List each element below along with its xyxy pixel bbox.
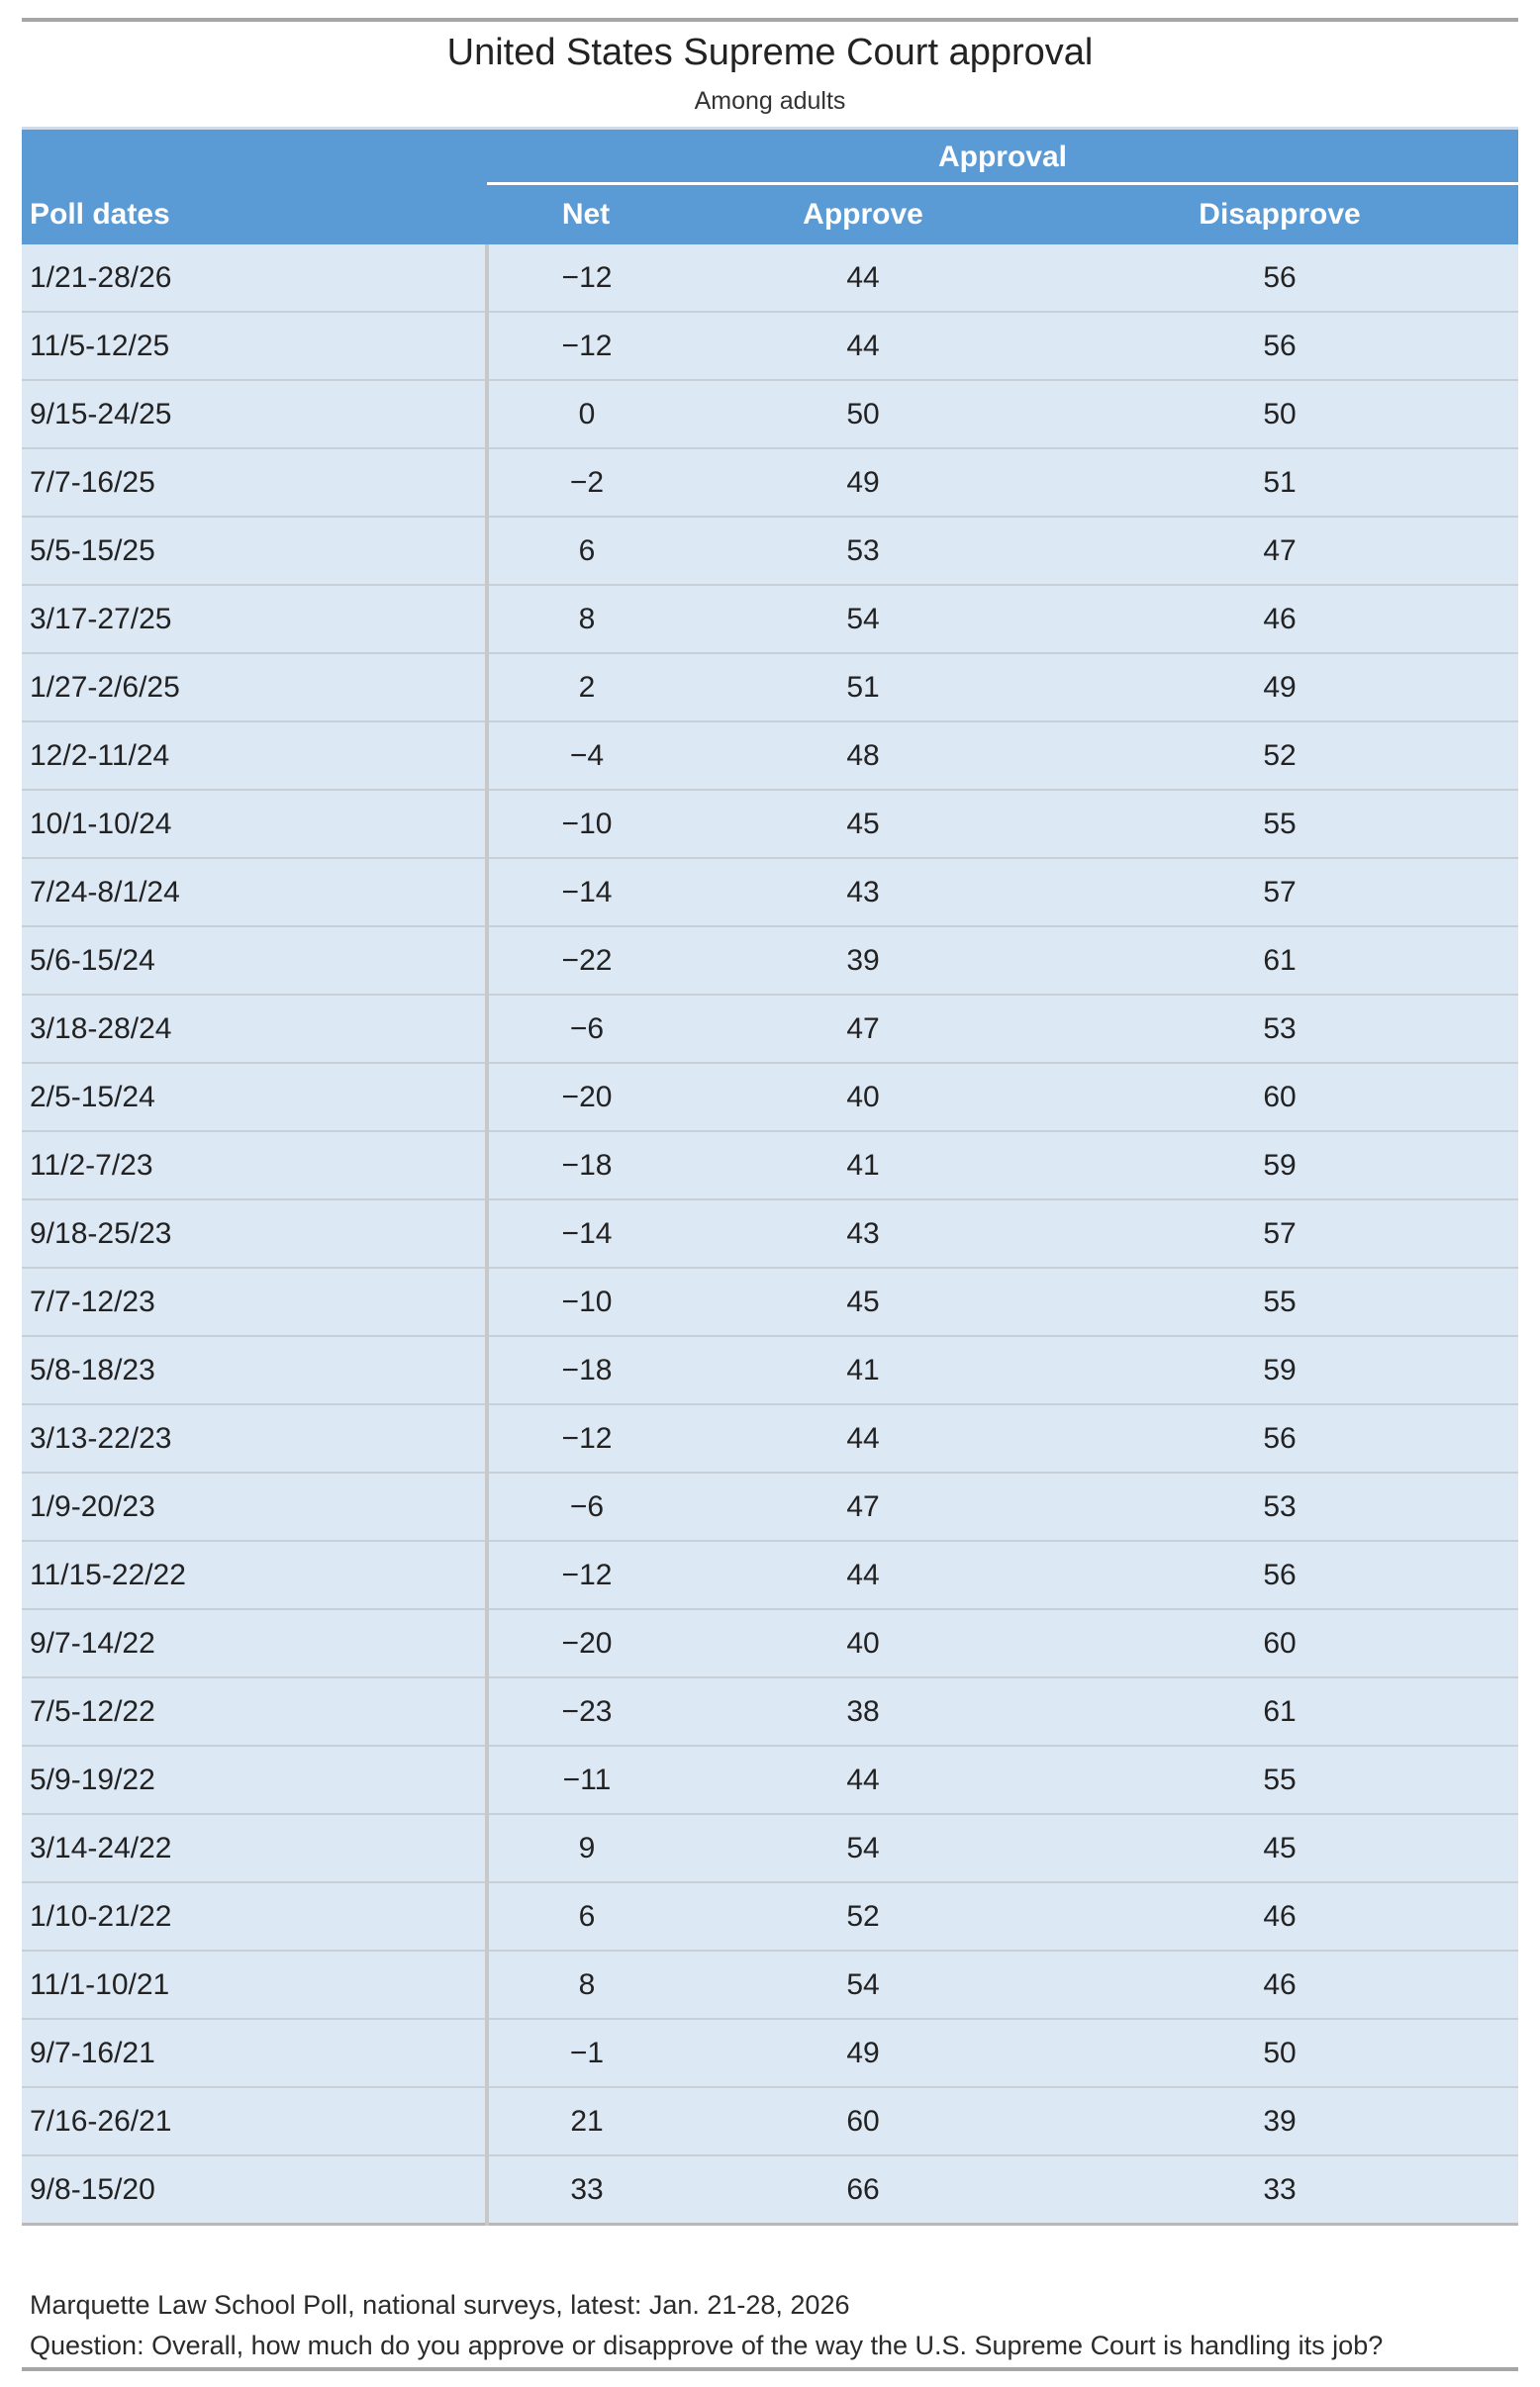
cell-net: −22 xyxy=(487,926,685,995)
cell-net: −20 xyxy=(487,1063,685,1131)
column-group-underline xyxy=(487,182,1518,185)
cell-poll-dates: 11/2-7/23 xyxy=(22,1131,487,1199)
cell-poll-dates: 3/14-24/22 xyxy=(22,1814,487,1882)
table-row xyxy=(22,1677,1518,1746)
cell-approve: 39 xyxy=(685,926,1041,995)
cell-disapprove: 45 xyxy=(1041,1814,1518,1882)
cell-disapprove: 55 xyxy=(1041,790,1518,858)
cell-net: −6 xyxy=(487,995,685,1063)
cell-disapprove: 47 xyxy=(1041,517,1518,585)
cell-approve: 54 xyxy=(685,1951,1041,2019)
column-header-net: Net xyxy=(487,185,685,244)
table-row xyxy=(22,1609,1518,1677)
cell-net: 33 xyxy=(487,2155,685,2225)
chart-subtitle: Among adults xyxy=(694,87,846,115)
cell-poll-dates: 3/17-27/25 xyxy=(22,585,487,653)
cell-net: −18 xyxy=(487,1336,685,1404)
table-row xyxy=(22,1268,1518,1336)
cell-approve: 48 xyxy=(685,721,1041,790)
cell-poll-dates: 5/6-15/24 xyxy=(22,926,487,995)
footer-question: Question: Overall, how much do you approve or disapprove of the way the U.S. Supreme Court is handling its job? xyxy=(30,2331,1384,2360)
cell-approve: 43 xyxy=(685,1199,1041,1268)
cell-net: −12 xyxy=(487,1404,685,1473)
cell-disapprove: 59 xyxy=(1041,1336,1518,1404)
cell-disapprove: 46 xyxy=(1041,1951,1518,2019)
cell-net: −14 xyxy=(487,1199,685,1268)
chart-frame xyxy=(22,18,1518,2373)
cell-disapprove: 46 xyxy=(1041,1882,1518,1951)
cell-approve: 44 xyxy=(685,1404,1041,1473)
chart-title: United States Supreme Court approval xyxy=(446,32,1094,73)
cell-net: −2 xyxy=(487,448,685,517)
cell-disapprove: 57 xyxy=(1041,858,1518,926)
cell-net: 8 xyxy=(487,1951,685,2019)
cell-approve: 49 xyxy=(685,2019,1041,2087)
table-row xyxy=(22,244,1518,312)
cell-approve: 44 xyxy=(685,1746,1041,1814)
cell-net: −12 xyxy=(487,1541,685,1609)
cell-net: 6 xyxy=(487,1882,685,1951)
cell-poll-dates: 9/7-16/21 xyxy=(22,2019,487,2087)
cell-poll-dates: 1/21-28/26 xyxy=(22,244,487,312)
cell-poll-dates: 7/24-8/1/24 xyxy=(22,858,487,926)
cell-poll-dates: 3/13-22/23 xyxy=(22,1404,487,1473)
cell-poll-dates: 5/5-15/25 xyxy=(22,517,487,585)
cell-poll-dates: 11/5-12/25 xyxy=(22,312,487,380)
cell-disapprove: 50 xyxy=(1041,2019,1518,2087)
cell-approve: 53 xyxy=(685,517,1041,585)
cell-disapprove: 61 xyxy=(1041,926,1518,995)
column-header-poll-dates: Poll dates xyxy=(22,185,487,244)
table-row xyxy=(22,2087,1518,2155)
column-group-row xyxy=(22,130,1518,185)
table-row xyxy=(22,1814,1518,1882)
cell-disapprove: 50 xyxy=(1041,380,1518,448)
cell-approve: 51 xyxy=(685,653,1041,721)
cell-poll-dates: 1/9-20/23 xyxy=(22,1473,487,1541)
cell-poll-dates: 5/8-18/23 xyxy=(22,1336,487,1404)
cell-approve: 50 xyxy=(685,380,1041,448)
cell-approve: 41 xyxy=(685,1131,1041,1199)
cell-net: −11 xyxy=(487,1746,685,1814)
table-body xyxy=(22,244,1518,2225)
column-header-approve: Approve xyxy=(685,185,1041,244)
cell-approve: 44 xyxy=(685,1541,1041,1609)
column-group-approval xyxy=(487,130,1518,185)
cell-disapprove: 51 xyxy=(1041,448,1518,517)
footer-source: Marquette Law School Poll, national surveys, latest: Jan. 21-28, 2026 xyxy=(30,2290,850,2320)
cell-net: 21 xyxy=(487,2087,685,2155)
cell-disapprove: 56 xyxy=(1041,1404,1518,1473)
cell-poll-dates: 11/15-22/22 xyxy=(22,1541,487,1609)
cell-net: 8 xyxy=(487,585,685,653)
cell-poll-dates: 7/16-26/21 xyxy=(22,2087,487,2155)
table-row xyxy=(22,517,1518,585)
cell-disapprove: 59 xyxy=(1041,1131,1518,1199)
cell-net: −4 xyxy=(487,721,685,790)
cell-approve: 38 xyxy=(685,1677,1041,1746)
table-row xyxy=(22,448,1518,517)
cell-net: −18 xyxy=(487,1131,685,1199)
table-row xyxy=(22,1882,1518,1951)
table-row xyxy=(22,653,1518,721)
cell-approve: 54 xyxy=(685,1814,1041,1882)
cell-poll-dates: 12/2-11/24 xyxy=(22,721,487,790)
cell-net: −1 xyxy=(487,2019,685,2087)
cell-poll-dates: 7/7-16/25 xyxy=(22,448,487,517)
cell-poll-dates: 1/27-2/6/25 xyxy=(22,653,487,721)
cell-approve: 60 xyxy=(685,2087,1041,2155)
cell-net: −14 xyxy=(487,858,685,926)
table-row xyxy=(22,312,1518,380)
cell-disapprove: 56 xyxy=(1041,312,1518,380)
table-row xyxy=(22,585,1518,653)
cell-net: −20 xyxy=(487,1609,685,1677)
cell-disapprove: 55 xyxy=(1041,1268,1518,1336)
cell-disapprove: 55 xyxy=(1041,1746,1518,1814)
table-row xyxy=(22,721,1518,790)
cell-approve: 44 xyxy=(685,312,1041,380)
cell-approve: 49 xyxy=(685,448,1041,517)
cell-poll-dates: 9/18-25/23 xyxy=(22,1199,487,1268)
cell-poll-dates: 9/8-15/20 xyxy=(22,2155,487,2225)
cell-disapprove: 49 xyxy=(1041,653,1518,721)
bottom-rule xyxy=(22,2367,1518,2371)
cell-poll-dates: 10/1-10/24 xyxy=(22,790,487,858)
cell-net: −12 xyxy=(487,244,685,312)
table-row xyxy=(22,926,1518,995)
table-row xyxy=(22,1199,1518,1268)
table-row xyxy=(22,858,1518,926)
cell-poll-dates: 9/7-14/22 xyxy=(22,1609,487,1677)
cell-approve: 44 xyxy=(685,244,1041,312)
cell-approve: 66 xyxy=(685,2155,1041,2225)
cell-poll-dates: 3/18-28/24 xyxy=(22,995,487,1063)
cell-approve: 41 xyxy=(685,1336,1041,1404)
cell-poll-dates: 2/5-15/24 xyxy=(22,1063,487,1131)
cell-poll-dates: 11/1-10/21 xyxy=(22,1951,487,2019)
cell-approve: 52 xyxy=(685,1882,1041,1951)
cell-disapprove: 52 xyxy=(1041,721,1518,790)
table-row xyxy=(22,1063,1518,1131)
cell-net: −12 xyxy=(487,312,685,380)
table-row xyxy=(22,1404,1518,1473)
cell-disapprove: 46 xyxy=(1041,585,1518,653)
table-row xyxy=(22,790,1518,858)
cell-net: −23 xyxy=(487,1677,685,1746)
cell-approve: 47 xyxy=(685,995,1041,1063)
cell-disapprove: 56 xyxy=(1041,1541,1518,1609)
column-header-row xyxy=(22,185,1518,244)
cell-disapprove: 60 xyxy=(1041,1609,1518,1677)
cell-net: 0 xyxy=(487,380,685,448)
column-header-disapprove: Disapprove xyxy=(1041,185,1518,244)
cell-net: 9 xyxy=(487,1814,685,1882)
cell-disapprove: 60 xyxy=(1041,1063,1518,1131)
table-row xyxy=(22,1541,1518,1609)
table-row xyxy=(22,1746,1518,1814)
cell-disapprove: 53 xyxy=(1041,995,1518,1063)
cell-approve: 43 xyxy=(685,858,1041,926)
table-row xyxy=(22,2155,1518,2225)
cell-disapprove: 53 xyxy=(1041,1473,1518,1541)
table-row xyxy=(22,2019,1518,2087)
cell-approve: 54 xyxy=(685,585,1041,653)
approval-table xyxy=(22,130,1518,2226)
cell-disapprove: 57 xyxy=(1041,1199,1518,1268)
cell-poll-dates: 7/5-12/22 xyxy=(22,1677,487,1746)
cell-net: −10 xyxy=(487,790,685,858)
cell-disapprove: 56 xyxy=(1041,244,1518,312)
column-group-spacer xyxy=(22,130,487,185)
cell-poll-dates: 5/9-19/22 xyxy=(22,1746,487,1814)
cell-disapprove: 39 xyxy=(1041,2087,1518,2155)
table-row xyxy=(22,1336,1518,1404)
cell-approve: 47 xyxy=(685,1473,1041,1541)
cell-disapprove: 61 xyxy=(1041,1677,1518,1746)
cell-approve: 45 xyxy=(685,790,1041,858)
cell-approve: 40 xyxy=(685,1609,1041,1677)
cell-poll-dates: 1/10-21/22 xyxy=(22,1882,487,1951)
cell-poll-dates: 7/7-12/23 xyxy=(22,1268,487,1336)
cell-disapprove: 33 xyxy=(1041,2155,1518,2225)
cell-poll-dates: 9/15-24/25 xyxy=(22,380,487,448)
table-row xyxy=(22,1473,1518,1541)
table-row xyxy=(22,1131,1518,1199)
cell-net: 2 xyxy=(487,653,685,721)
cell-net: −6 xyxy=(487,1473,685,1541)
cell-net: 6 xyxy=(487,517,685,585)
top-rule xyxy=(22,18,1518,22)
cell-net: −10 xyxy=(487,1268,685,1336)
column-group-label: Approval xyxy=(937,141,1068,173)
cell-approve: 40 xyxy=(685,1063,1041,1131)
table-row xyxy=(22,995,1518,1063)
table-row xyxy=(22,380,1518,448)
cell-approve: 45 xyxy=(685,1268,1041,1336)
table-row xyxy=(22,1951,1518,2019)
